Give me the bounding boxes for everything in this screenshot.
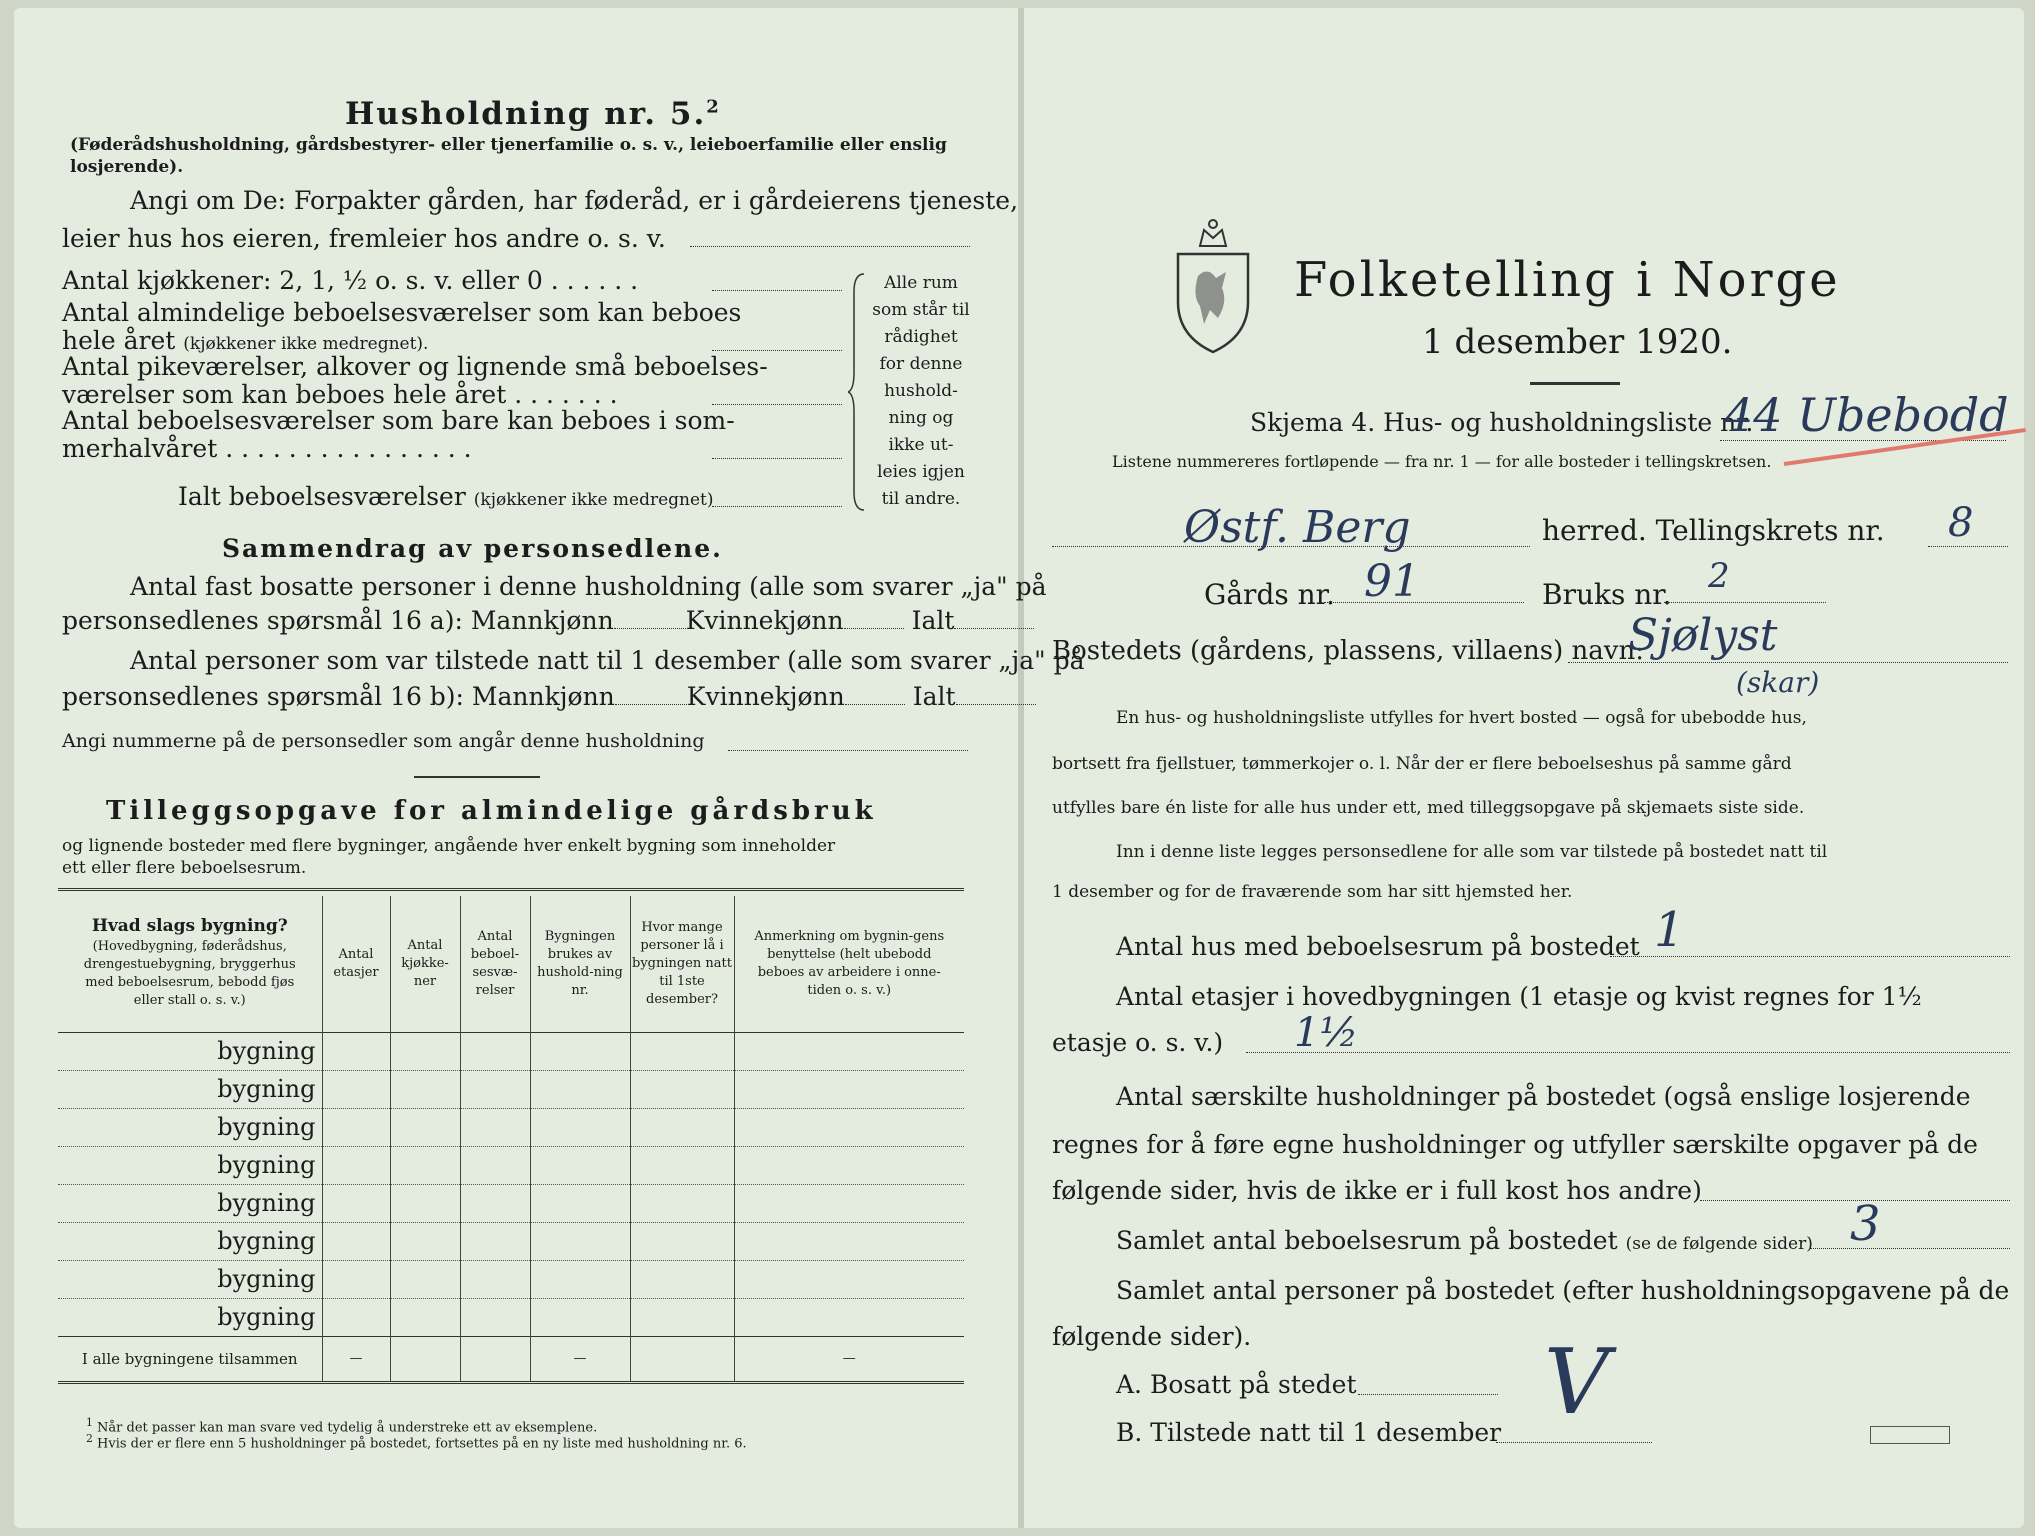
resident-fill [1358,1394,1498,1395]
summer-rooms-label-2: merhalvåret . . . . . . . . . . . . . . . . [62,434,472,463]
floors-fill [1246,1052,2010,1053]
numbers-label: Angi nummerne på de personsedler som angår denne husholdning [62,730,705,752]
bosted-handwritten: Sjølyst [1628,610,1778,661]
census-date: 1 desember 1920. [1422,322,1733,362]
angi-line2: leier hus hos eieren, fremleier hos andre o. s. v. [62,224,666,253]
instruction-3: utfylles bare én liste for alle hus under ett, med tilleggsopgave på skjemaets siste side. [1052,798,1805,818]
total-rooms-label: Samlet antal beboelsesrum på bostedet [1116,1226,1618,1255]
summer-rooms-label-1: Antal beboelsesværelser som bare kan beboes i som- [62,406,735,435]
skjema-label: Skjema 4. Hus- og husholdningsliste nr. [1250,408,1754,437]
table-row: bygning [58,1184,964,1222]
numbers-fill [728,750,968,751]
table-row: bygning [58,1298,964,1336]
herred-handwritten: Østf. Berg [1184,502,1411,553]
gards-handwritten: 91 [1364,556,1420,607]
right-page [1024,0,2035,1536]
present-label: B. Tilstede natt til 1 desember [1116,1418,1502,1447]
main-title: Folketelling i Norge [1294,252,1841,308]
fast-ialt: Ialt [911,606,955,635]
present-kvinne: Kvinnekjønn [686,682,845,711]
col-kitchens: Antal kjøkke-ner [390,896,460,1032]
gards-label: Gårds nr. [1204,578,1335,611]
households-label-1: Antal særskilte husholdninger på bostedet (også enslige losjerende [1116,1082,1971,1111]
kitchens-fill [712,290,842,291]
table-row: bygning [58,1108,964,1146]
rooms-fill [712,350,842,351]
bruks-label: Bruks nr. [1542,578,1672,611]
list-number-handwritten: 44 Ubebodd [1724,388,2009,442]
footnote-1: $^1$ Når det passer kan man svare ved tydelig å understreke ett av eksemplene. [86,1416,598,1436]
summary-title: Sammendrag av personsedlene. [222,534,723,563]
maid-rooms-fill [712,404,842,405]
col-remarks: Anmerkning om bygnin-gens benyttelse (helt ubebodd beboes av arbeidere i onne-tiden o. s. v.) [734,896,964,1032]
table-row: bygning [58,1032,964,1070]
instruction-2: bortsett fra fjellstuer, tømmerkojer o. l. Når der er flere beboelseshus på samme gård [1052,754,1792,774]
supplement-title: Tilleggsopgave for almindelige gårdsbruk [106,796,877,826]
rooms-label-1: Antal almindelige beboelsesværelser som kan beboes [62,298,742,327]
total-rooms-handwritten: 3 [1850,1196,1881,1252]
total-rooms-label: Ialt beboelsesværelser [178,482,466,511]
total-rooms-note: (se de følgende sider) [1625,1234,1813,1254]
bosted-fill [1568,662,2008,663]
total-persons-label-1: Samlet antal personer på bostedet (efter husholdningsopgavene på de [1116,1276,2010,1305]
bruks-handwritten: 2 [1708,556,1730,596]
building-table [58,896,964,1384]
maid-rooms-label-2: værelser som kan beboes hele året . . . . . . . [62,380,618,409]
angi-line1: Angi om De: Forpakter gården, har føderåd, er i gårdeierens tjeneste, [130,186,1019,215]
col-floors: Antal etasjer [322,896,390,1032]
fast-line1: Antal fast bosatte personer i denne husholdning (alle som svarer „ja" på [130,572,1047,601]
separator-rule [414,776,540,778]
rooms-label-2: hele året [62,326,176,355]
summer-rooms-fill [712,458,842,459]
households-label-3: følgende sider, hvis de ikke er i full kost hos andre) [1052,1176,1702,1205]
footnote-2: $^2$ Hvis der er flere enn 5 husholdninger på bostedet, fortsettes på en ny liste med husholdning nr. 6. [86,1432,747,1452]
bruks-fill [1664,602,1826,603]
bosted-handwritten-2: (skar) [1736,666,1820,699]
fast-kvinne: Kvinnekjønn [685,606,844,635]
date-rule [1530,382,1620,385]
krets-fill [1928,546,2008,547]
rooms-label-2-note: (kjøkkener ikke medregnet). [183,334,429,354]
table-row: bygning [58,1222,964,1260]
curly-brace [848,272,868,512]
houses-label: Antal hus med beboelsesrum på bostedet [1116,932,1640,961]
numbering-instruction: Listene nummereres fortløpende — fra nr. 1 — for alle bosteder i tellingskretsen. [1112,452,1772,471]
gards-fill [1324,602,1524,603]
floors-label-1: Antal etasjer i hovedbygningen (1 etasje og kvist regnes for 1½ [1116,982,1922,1011]
table-top-rule [58,888,964,891]
resident-label: A. Bosatt på stedet [1116,1370,1357,1399]
household-title: Husholdning nr. 5.$^2$ [345,96,721,132]
printer-stamp [1870,1426,1950,1444]
total-rooms-fill [712,506,842,507]
instruction-1: En hus- og husholdningsliste utfylles for hvert bosted — også for ubebodde hus, [1116,708,1807,728]
total-rooms-fill [1810,1248,2010,1249]
table-row: bygning [58,1146,964,1184]
total-row: I alle bygningene tilsammen — — — [58,1336,964,1382]
total-rooms-note: (kjøkkener ikke medregnet) [473,490,714,510]
supplement-text2: ett eller flere beboelsesrum. [62,858,307,878]
col-building-type: Hvad slags bygning? (Hovedbygning, føderådshus, drengestuebygning, bryggerhus med beboelsesrum, bebodd fjøs eller stall o. s. v.) [83,915,296,1008]
brace-note: Alle rum som står til rådighet for denne hushold- ning og ikke ut- leies igjen til andre. [872,273,970,509]
household-subtitle: (Føderådshusholdning, gårdsbestyrer- eller tjenerfamilie o. s. v., leieboerfamilie eller enslig losjerende). [70,135,947,177]
supplement-text1: og lignende bosteder med flere bygninger, angående hver enkelt bygning som inneholder [62,836,836,856]
households-label-2: regnes for å føre egne husholdninger og utfyller særskilte opgaver på de [1052,1130,1978,1159]
instruction-4: Inn i denne liste legges personsedlene for alle som var tilstede på bostedet natt til [1116,842,1828,862]
present-line2: personsedlenes spørsmål 16 b): Mannkjønn [62,682,615,711]
present-line1: Antal personer som var tilstede natt til 1 desember (alle som svarer „ja" på [130,646,1085,675]
coat-of-arms-icon [1170,206,1256,356]
col-rooms: Antal beboel-sesvæ-relser [460,896,530,1032]
krets-handwritten: 8 [1948,500,1974,546]
floors-label-2: etasje o. s. v.) [1052,1028,1224,1057]
table-row: bygning [58,1070,964,1108]
instruction-5: 1 desember og for de fraværende som har sitt hjemsted her. [1052,882,1573,902]
angi-fill-line [690,246,970,247]
col-persons: Hvor mange personer lå i bygningen natt til 1ste desember? [630,896,734,1032]
table-row: bygning [58,1260,964,1298]
total-persons-label-2: følgende sider). [1052,1322,1252,1351]
maid-rooms-label-1: Antal pikeværelser, alkover og lignende små beboelses- [62,352,768,381]
houses-handwritten: 1 [1654,902,1685,958]
fast-line2: personsedlenes spørsmål 16 a): Mannkjønn [62,606,614,635]
bosted-label: Bostedets (gårdens, plassens, villaens) navn: [1052,636,1644,666]
kitchens-label: Antal kjøkkener: 2, 1, ½ o. s. v. eller 0 . . . . . . [62,266,639,295]
floors-handwritten: 1½ [1294,1010,1359,1056]
present-fill [1496,1442,1652,1443]
check-mark-handwritten: V [1544,1330,1609,1435]
herred-label: herred. Tellingskrets nr. [1542,514,1885,547]
present-ialt: Ialt [912,682,956,711]
col-household: Bygningen brukes av hushold-ning nr. [530,896,630,1032]
